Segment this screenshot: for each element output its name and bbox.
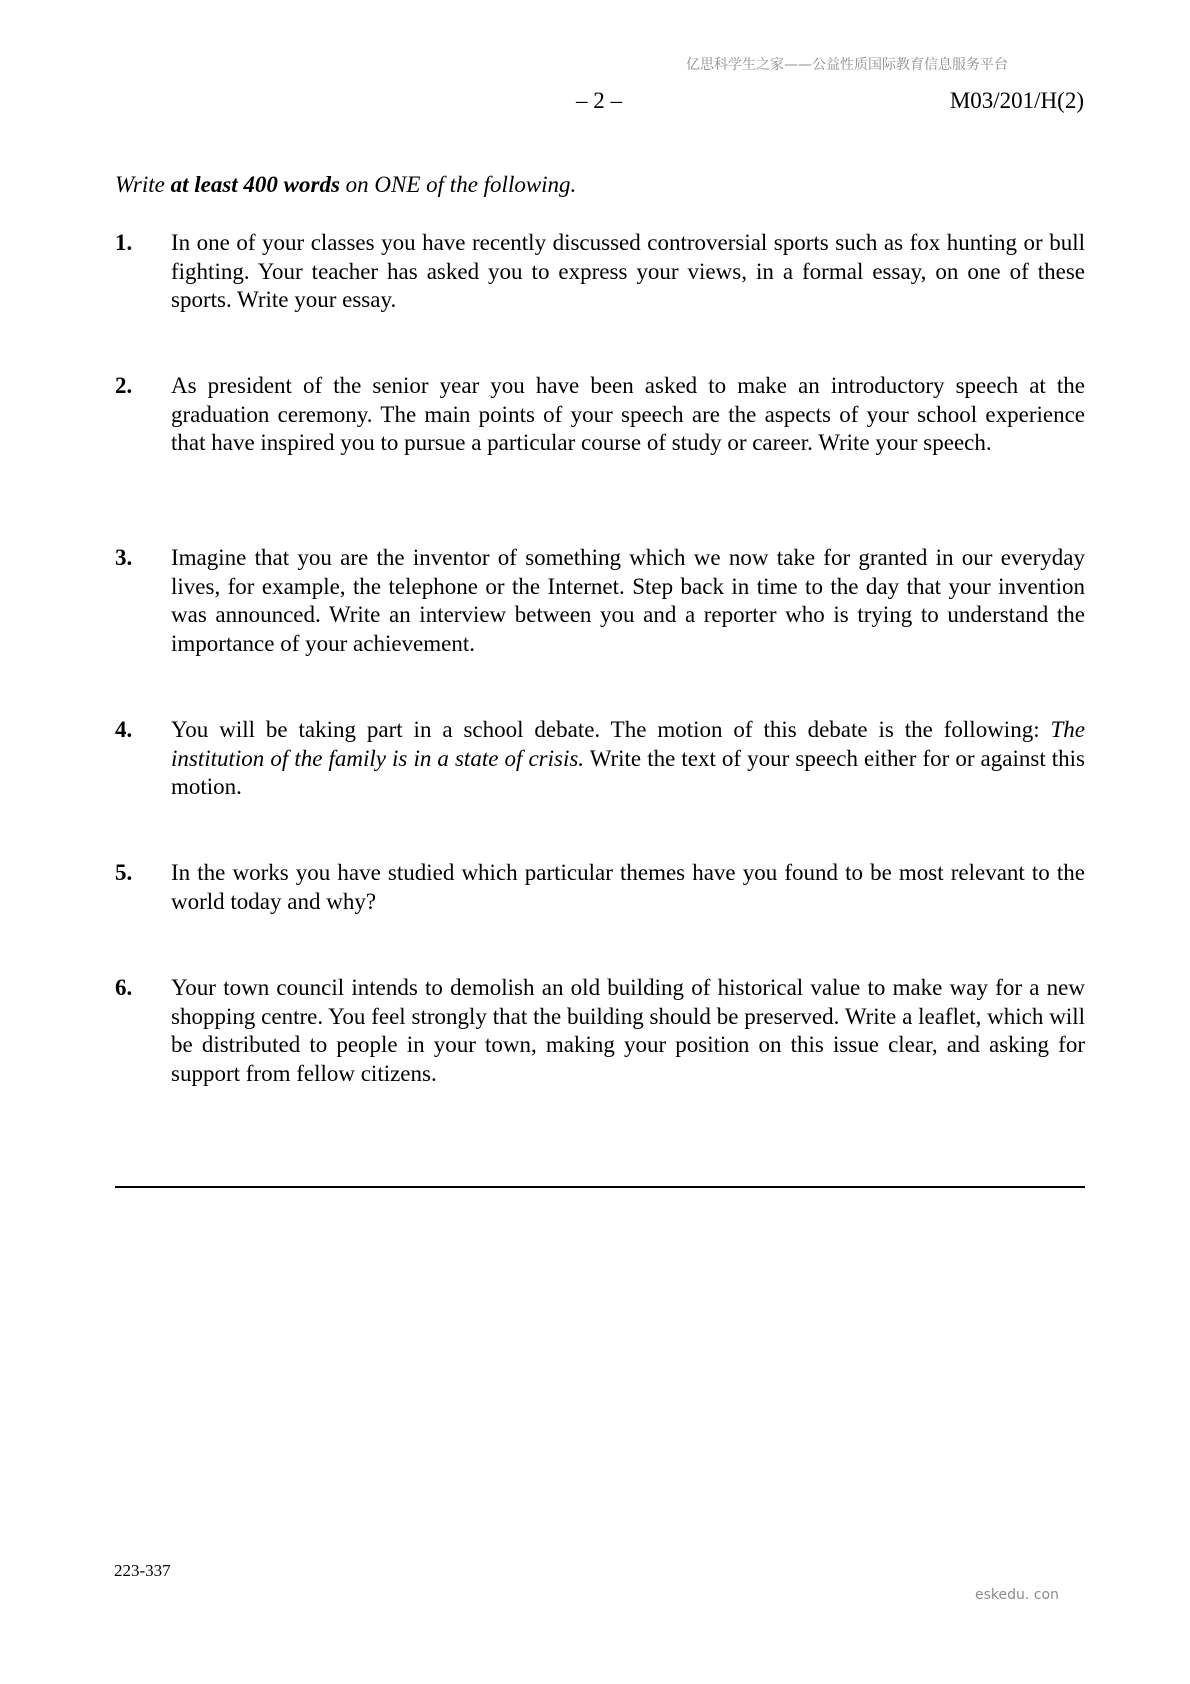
question-number: 4. [115,717,133,742]
debate-motion: The institution of the family is in a state of crisis. [171,717,1085,771]
question-number: 3. [115,545,133,570]
question-3 [115,544,1085,658]
question-text-after: Write the text of your speech either for or against this motion. [171,745,1086,799]
question-6 [115,974,1085,1088]
instruction-emphasis: at least 400 words [170,172,340,197]
question-number: 5. [115,860,133,885]
watermark-text: 亿思科学生之家——公益性质国际教育信息服务平台 [686,57,1008,73]
instruction [115,172,576,198]
question-text: In the works you have studied which particular themes have you found to be most relevant to the world today and why? [171,860,1085,914]
question-text: Your town council intends to demolish an old building of historical value to make way for a new shopping centre. You feel strongly that the building should be preserved. Write a leaflet, which will be distributed to people in your town, making your position on this issue clear, and asking for support from fellow citizens. [171,975,1085,1086]
instruction-prefix: Write [115,172,171,197]
page-number: – 2 – [576,88,622,113]
question-1 [115,229,1085,315]
instruction-suffix: on ONE of the following. [339,172,577,197]
question-4 [115,716,1085,802]
question-text: Imagine that you are the inventor of something which we now take for granted in our everyday lives, for example, the telephone or the Internet. Step back in time to the day that your invention was announced. Write an interview between you and a reporter who is trying to understand the importance of your achievement. [171,545,1085,656]
question-2 [115,372,1085,458]
question-5 [115,859,1085,916]
question-number: 6. [115,975,133,1000]
footer-code: 223-337 [114,1561,171,1580]
question-number: 1. [115,230,133,255]
end-rule [115,1186,1085,1188]
question-number: 2. [115,373,133,398]
question-text-before: You will be taking part in a school debate. The motion of this debate is the following: [171,717,1051,742]
question-text: As president of the senior year you have been asked to make an introductory speech at the graduation ceremony. The main points of your speech are the aspects of your school experience that have inspired you to pursue a particular course of study or career. Write your speech. [171,373,1085,455]
paper-code: M03/201/H(2) [949,88,1084,113]
question-text: In one of your classes you have recently discussed controversial sports such as fox hunting or bull fighting. Your teacher has asked you to express your views, in a formal essay, on one of these sports. Write your essay. [171,230,1085,312]
footer-site: eskedu. con [975,1587,1059,1603]
question-text [171,716,1085,802]
